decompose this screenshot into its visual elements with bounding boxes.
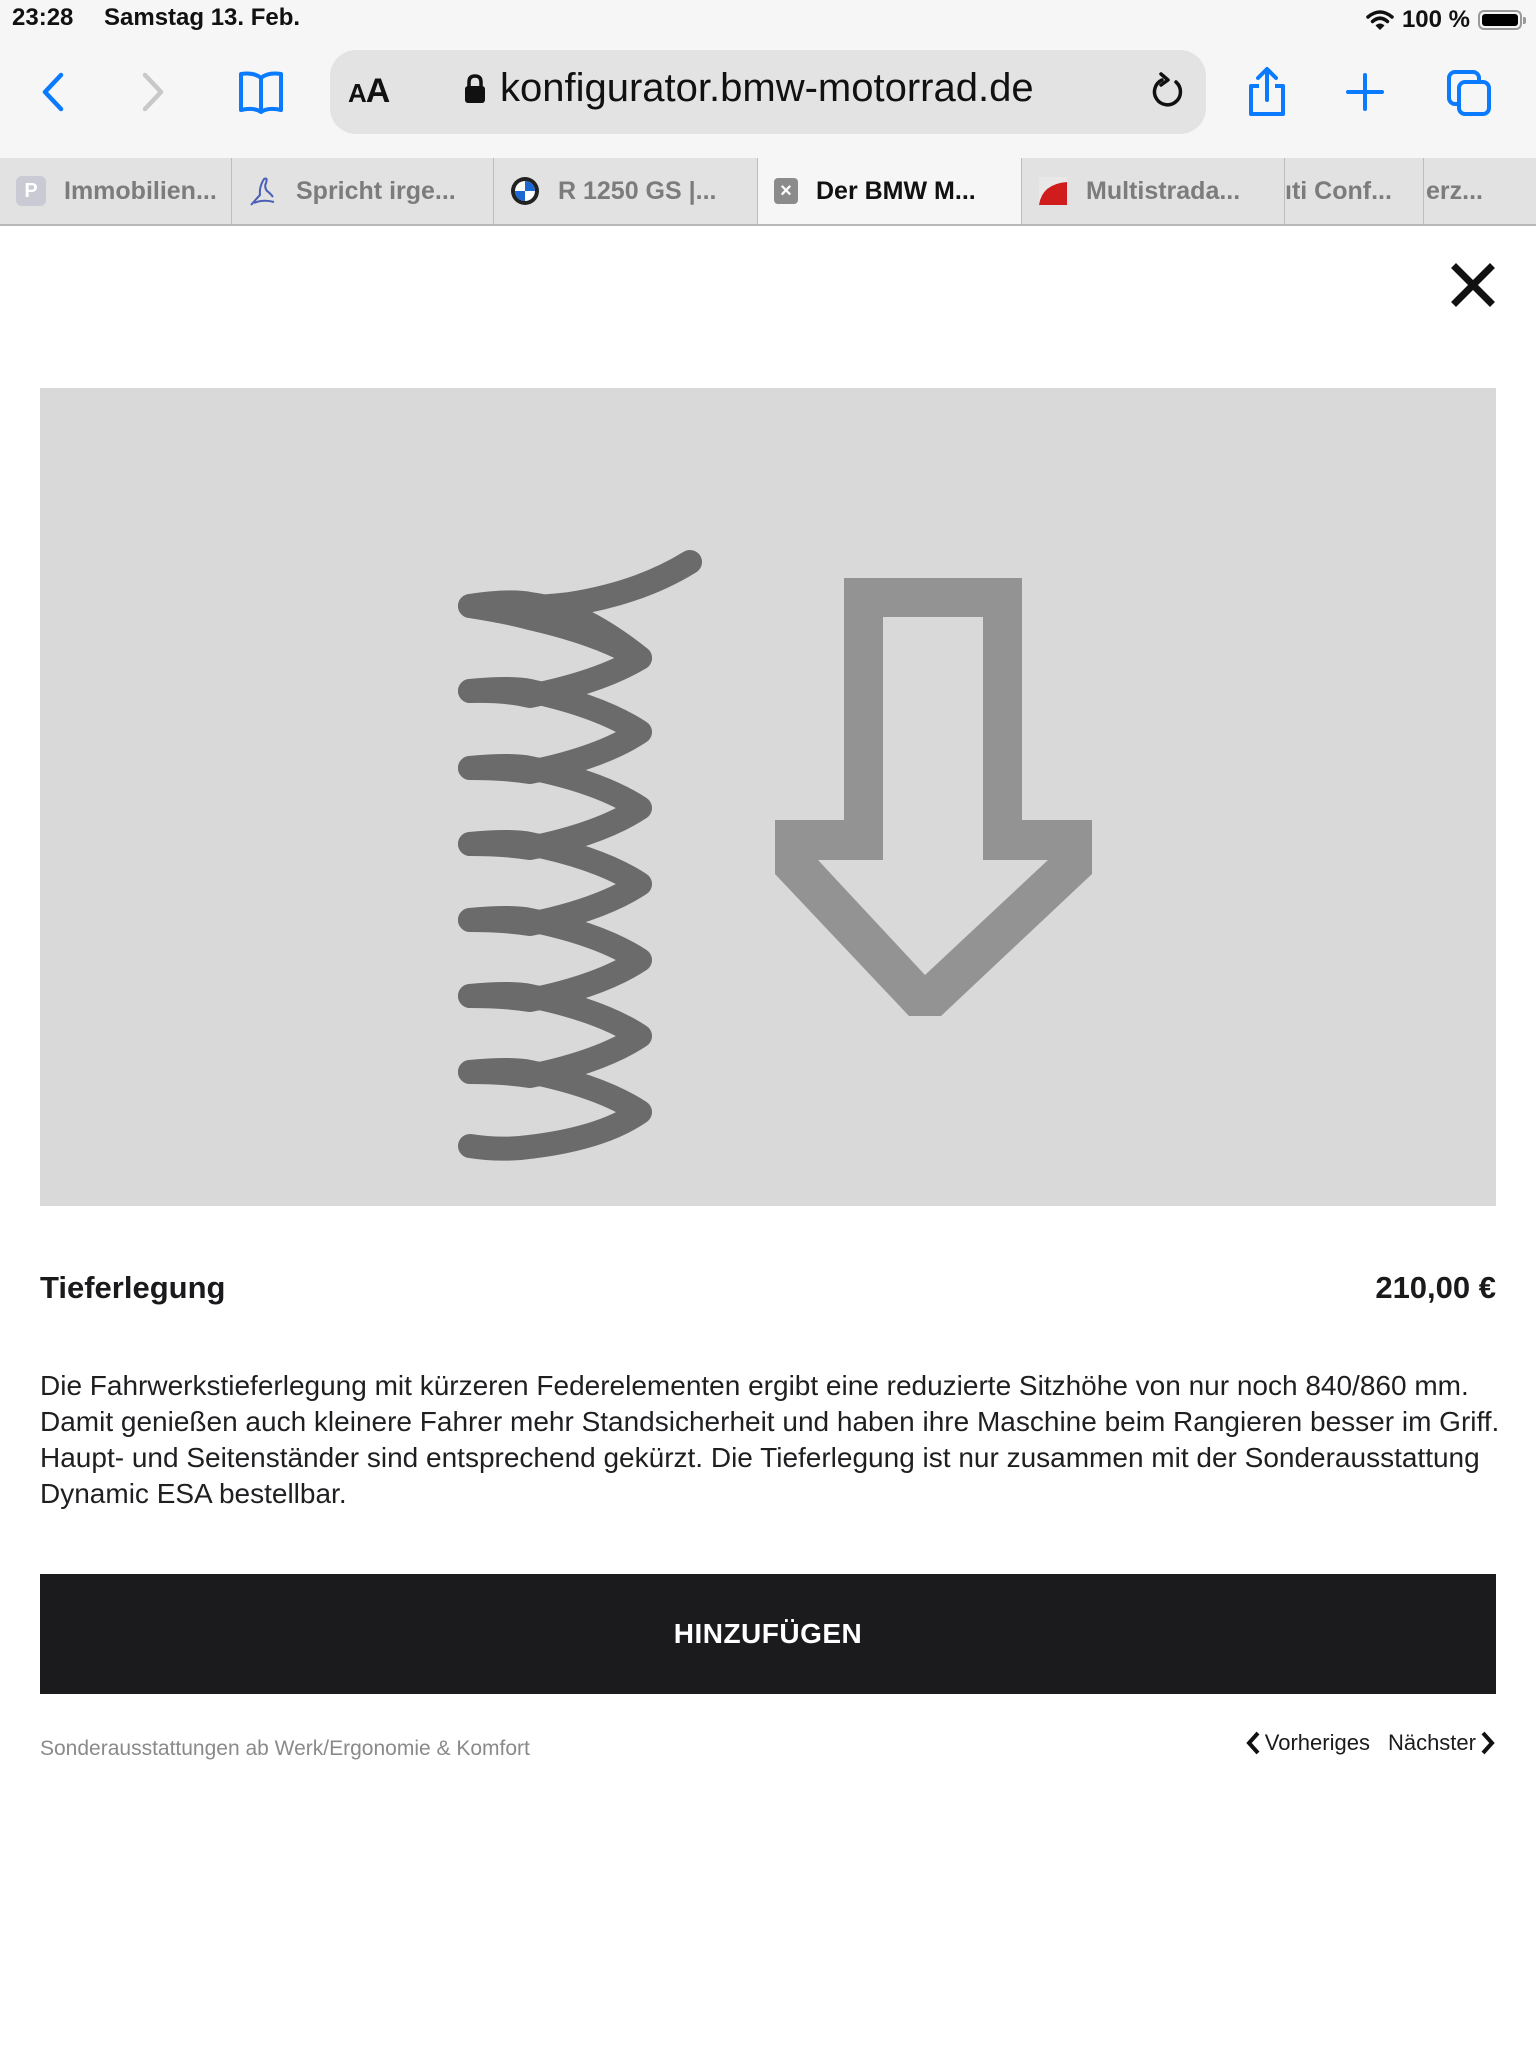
- arrow-down-icon: [775, 578, 1092, 1016]
- tab-immobilien[interactable]: [0, 158, 232, 224]
- lock-icon: [464, 74, 486, 104]
- status-date: Samstag 13. Feb.: [104, 4, 301, 31]
- battery-icon: [1478, 10, 1522, 30]
- reload-icon[interactable]: [1146, 70, 1190, 114]
- bookmarks-button[interactable]: [236, 66, 286, 118]
- tab-label: R 1250 GS |...: [558, 176, 717, 205]
- next-button[interactable]: [1388, 1730, 1496, 1756]
- tab-label: Immobilien...: [64, 176, 217, 205]
- next-label: Nächster: [1387, 1730, 1476, 1755]
- previous-label: Vorheriges: [1264, 1730, 1370, 1755]
- chevron-right-icon: [140, 72, 166, 112]
- tabs-overview-button[interactable]: [1444, 66, 1494, 118]
- spring-icon: [470, 562, 690, 1149]
- bird-icon: [248, 176, 278, 206]
- close-tab-icon[interactable]: ×: [774, 178, 798, 204]
- share-button[interactable]: [1242, 66, 1292, 118]
- status-indicators: [1366, 4, 1522, 36]
- breadcrumb[interactable]: Sonderausstattungen ab Werk/Ergonomie & Komfort: [40, 1737, 530, 1760]
- tab-label: Spricht irge...: [296, 176, 456, 205]
- address-bar[interactable]: [330, 50, 1206, 134]
- pagination: [1245, 1730, 1496, 1756]
- product-price: 210,00 €: [1375, 1270, 1496, 1305]
- tab-label: erz...: [1426, 176, 1483, 205]
- ducati-icon: [1038, 176, 1068, 206]
- tab-bar: [0, 158, 1536, 226]
- p-letter-icon: P: [16, 176, 46, 206]
- tab-more[interactable]: [1424, 158, 1536, 224]
- add-button[interactable]: HINZUFÜGEN: [40, 1574, 1496, 1694]
- product-title: Tieferlegung: [40, 1270, 226, 1305]
- forward-button[interactable]: [128, 66, 178, 118]
- chevron-left-icon: [1245, 1730, 1261, 1756]
- tab-ducati-conf[interactable]: [1285, 158, 1424, 224]
- share-icon: [1245, 66, 1289, 118]
- tab-label: Multistrada...: [1086, 176, 1241, 205]
- bmw-logo-icon: [510, 176, 540, 206]
- previous-button[interactable]: [1245, 1730, 1370, 1756]
- status-time: 23:28: [12, 4, 74, 31]
- browser-chrome: [0, 0, 1536, 158]
- wifi-icon: [1366, 9, 1394, 31]
- tab-multistrada[interactable]: [1022, 158, 1285, 224]
- product-image: [40, 388, 1496, 1206]
- tab-label: ıti Conf...: [1285, 176, 1392, 205]
- chevron-right-icon: [1480, 1730, 1496, 1756]
- battery-percent: 100 %: [1401, 6, 1470, 33]
- book-icon: [236, 70, 286, 114]
- plus-icon: [1345, 72, 1385, 112]
- tabs-icon: [1445, 68, 1493, 116]
- back-button[interactable]: [28, 66, 78, 118]
- tab-label: Der BMW M...: [816, 176, 976, 205]
- new-tab-button[interactable]: [1340, 66, 1390, 118]
- tab-der-bmw-active[interactable]: [758, 158, 1022, 224]
- chevron-left-icon: [40, 72, 66, 112]
- url-text[interactable]: konfigurator.bmw-motorrad.de: [500, 66, 1034, 110]
- tab-spricht[interactable]: [232, 158, 494, 224]
- product-description: Die Fahrwerkstieferlegung mit kürzeren Federelementen ergibt eine reduzierte Sitzhöhe von nur noch 840/860 mm. Damit genießen auch kleinere Fahrer mehr Standsicherheit und haben ihre Maschine beim Rangieren besser im Griff. Haupt- und Seitenständer sind entsprechend gekürzt. Die Tieferlegung ist nur zusammen mit der Sonderausstattung Dynamic ESA bestellbar.: [40, 1370, 1500, 1509]
- text-size-button[interactable]: AA: [348, 72, 390, 110]
- close-icon[interactable]: [1450, 262, 1496, 308]
- tab-r1250gs[interactable]: [494, 158, 758, 224]
